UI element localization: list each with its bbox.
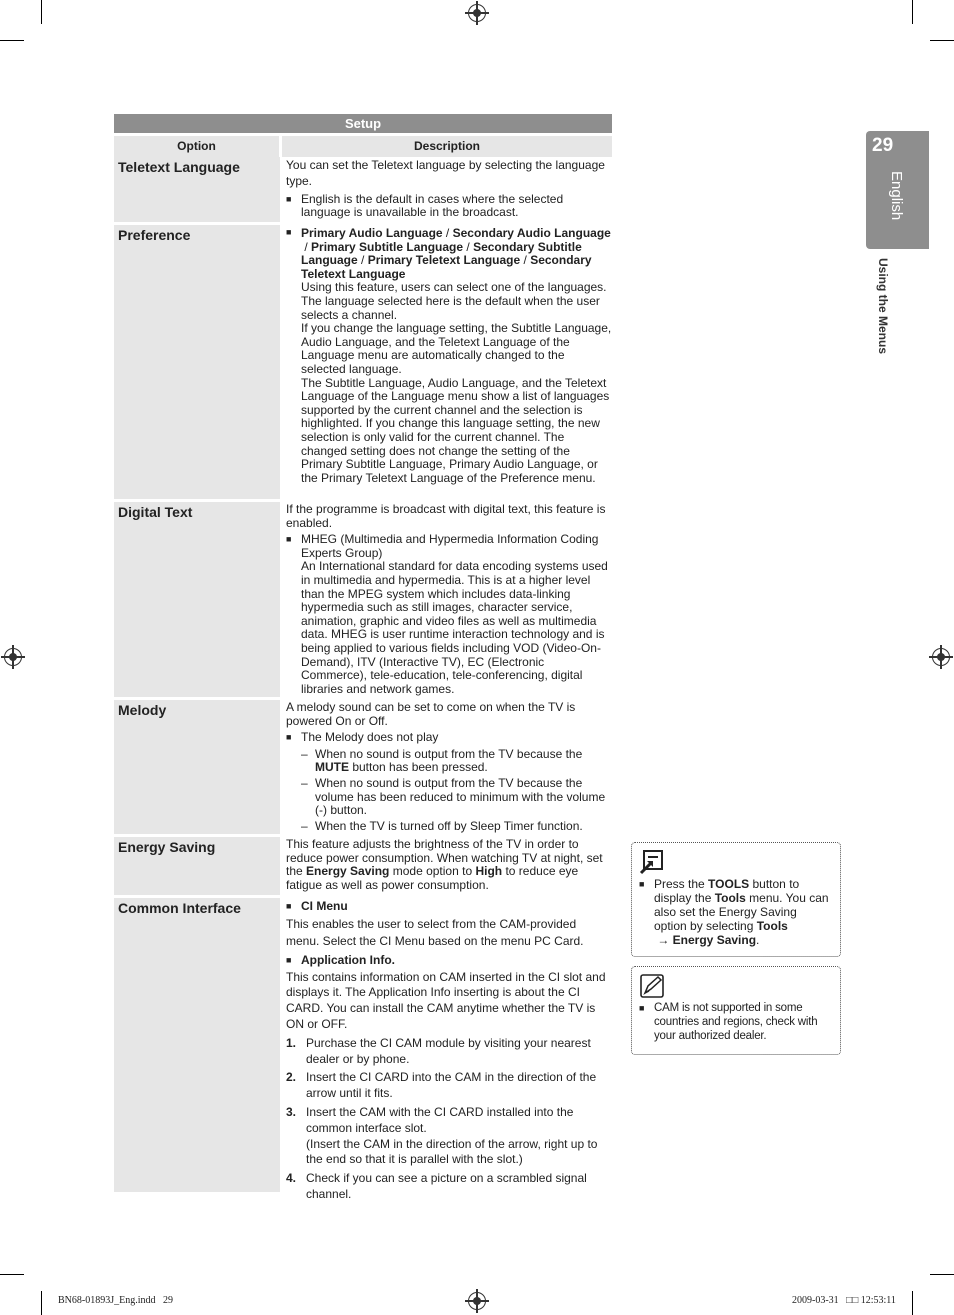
text-span: button has been pressed.	[349, 760, 488, 775]
step-text: Check if you can see a picture on a scrambled signal channel.	[306, 1171, 587, 1201]
dash-item: – When no sound is output from the TV because the volume has been reduced to minimum with the volume (-) button.	[286, 777, 612, 818]
crop-mark	[930, 40, 954, 41]
column-header-option: Option	[114, 136, 279, 157]
paragraph: This enables the user to select from the CAM-provided menu. Select the CI Menu based on the menu PC Card.	[286, 916, 584, 948]
option-label: Common Interface	[114, 898, 280, 1192]
language-option: Secondary Teletext Language	[301, 253, 592, 281]
bullet-item	[286, 533, 612, 696]
bullet-title: ■ MHEG (Multimedia and Hypermedia Information Coding Experts Group)	[301, 532, 599, 560]
option-description	[283, 502, 612, 697]
bullet-item	[286, 226, 612, 485]
paragraph: The Subtitle Language, Audio Language, and the Teletext Language of the Language menu show a list of languages supported by the current channel and the selection is highlighted. If you change this language setting, the new selection is only valid for the current channel. The changed setting does not change the setting of the Primary Subtitle Language, Primary Audio Language, or the Primary Teletext Language of the Preference menu.	[301, 375, 610, 485]
language-option: Primary Subtitle Language	[311, 239, 464, 254]
option-label: Preference	[114, 225, 280, 499]
setup-table	[114, 114, 612, 1201]
bold-term: Energy Saving	[672, 933, 757, 947]
column-header-description: Description	[282, 136, 612, 157]
bullet-item	[286, 953, 612, 969]
registration-mark-icon	[468, 1292, 486, 1310]
tools-note	[631, 842, 841, 957]
step-item	[286, 1171, 612, 1203]
paragraph	[286, 838, 612, 892]
bullet-item: ■ English is the default in cases where the selected language is unavailable in the broadcast.	[286, 193, 612, 220]
language-option: Primary Audio Language	[301, 226, 443, 240]
bold-term: Energy Saving	[306, 864, 390, 879]
step-number: 4.	[286, 1171, 297, 1186]
step-text: Insert the CAM with the CI CARD installed into the common interface slot.	[306, 1104, 574, 1135]
arrow-symbol: →	[654, 933, 673, 947]
separator: /	[357, 253, 368, 268]
bold-term: Tools	[756, 919, 788, 933]
option-label: Teletext Language	[114, 157, 280, 222]
crop-mark	[0, 40, 24, 41]
option-description	[283, 700, 612, 834]
table-row	[114, 502, 612, 697]
table-row	[114, 898, 612, 1201]
bullet-title: CI Menu	[301, 899, 348, 913]
bullet-title: Application Info.	[301, 952, 395, 967]
crop-mark	[41, 1291, 42, 1315]
bullet-item: ■ The Melody does not play	[286, 731, 612, 745]
text-span: .	[756, 933, 760, 947]
registration-mark-icon	[4, 648, 22, 666]
language-option: Primary Teletext Language	[367, 253, 521, 268]
bold-term: High	[475, 864, 503, 879]
table-header	[114, 136, 612, 157]
footer-date: 2009-03-31 □□ 12:53:11	[792, 1295, 896, 1306]
note-text: ■ CAM is not supported in some countries and regions, check with your authorized dealer.	[639, 1001, 830, 1043]
step-text: Purchase the CI CAM module by visiting your nearest dealer or by phone.	[306, 1035, 591, 1066]
table-row	[114, 157, 612, 222]
paragraph: If the programme is broadcast with digital text, this feature is enabled.	[286, 502, 606, 530]
footer-file: BN68-01893J_Eng.indd 29	[58, 1295, 173, 1306]
step-note: (Insert the CAM in the direction of the arrow, right up to the end so that it is parallel with the slot.)	[306, 1136, 598, 1167]
step-number: 2.	[286, 1070, 297, 1085]
language-label: English	[888, 171, 905, 221]
paragraph: This contains information on CAM inserted in the CI slot and displays it. The Application Info inserting is about the CI CARD. You can install the CAM anytime whether the TV is ON or OFF.	[286, 969, 606, 1031]
table-title: Setup	[114, 114, 612, 133]
step-number: 1.	[286, 1035, 297, 1050]
option-label: Energy Saving	[114, 837, 280, 895]
table-row	[114, 225, 612, 499]
crop-mark	[0, 1274, 24, 1275]
table-row	[114, 700, 612, 834]
option-description	[283, 157, 612, 222]
text-span: mode option to	[389, 864, 476, 879]
text-span: to reduce eye fatigue as well as power consumption.	[286, 864, 579, 892]
section-label: Using the Menus	[876, 258, 890, 355]
tools-icon	[639, 849, 665, 878]
paragraph: If you change the language setting, the Subtitle Language, Audio Language, and the Teletext Language of the Language menu are automatically changed to the selected language.	[301, 321, 612, 376]
separator: /	[442, 226, 453, 240]
paragraph: A melody sound can be set to come on when the TV is powered On or Off.	[286, 700, 576, 728]
table-row	[114, 837, 612, 895]
language-option: Secondary Subtitle Language	[301, 239, 582, 268]
dash-item: – When the TV is turned off by Sleep Timer function.	[286, 820, 612, 834]
bold-term: TOOLS	[708, 877, 750, 891]
note-icon	[639, 973, 665, 1002]
step-item	[286, 1036, 612, 1068]
option-label: Melody	[114, 700, 280, 834]
option-description	[283, 898, 612, 1201]
paragraph: Using this feature, users can select one of the languages. The language selected here is the default when the user selects a channel.	[301, 280, 607, 322]
separator: /	[463, 239, 474, 254]
text-span: button to display the	[654, 877, 800, 905]
crop-mark	[912, 1291, 913, 1315]
bullet-item	[286, 899, 612, 915]
separator: /	[301, 239, 312, 254]
registration-mark-icon	[932, 648, 950, 666]
registration-mark-icon	[468, 4, 486, 22]
language-option: Secondary Audio Language	[452, 226, 611, 240]
note-text	[639, 877, 830, 947]
step-item	[286, 1105, 612, 1168]
paragraph: You can set the Teletext language by selecting the language type.	[286, 158, 605, 188]
text-span: When no sound is output from the TV because the	[315, 746, 583, 761]
bold-term: Tools	[714, 891, 746, 905]
text-span: This feature adjusts the brightness of the TV in order to reduce power consumption. When watching TV at night, set the	[286, 837, 603, 879]
crop-mark	[41, 0, 42, 24]
separator: /	[520, 253, 531, 268]
step-number: 3.	[286, 1104, 297, 1119]
page-number: 29	[872, 135, 894, 156]
text-span: Press the	[654, 877, 709, 891]
option-description	[283, 837, 612, 895]
crop-mark	[912, 0, 913, 24]
cam-note	[631, 966, 841, 1055]
dash-item	[286, 748, 612, 775]
option-label: Digital Text	[114, 502, 280, 697]
step-text: Insert the CI CARD into the CAM in the direction of the arrow until it fits.	[306, 1070, 597, 1101]
mute-label: MUTE	[315, 760, 349, 775]
text-span: menu. You can also set the Energy Saving option by selecting	[654, 891, 829, 933]
paragraph: An International standard for data encoding systems used in multimedia and hypermedia. This is at a higher level than the MPEG system which includes data-linking hypermedia such as still images, character service, animation, graphic and video files as well as multimedia data. MHEG is user runtime interaction technology and is being applied to various fields including VOD (Video-On-Demand), ITV (Interactive TV), EC (Electronic Commerce), tele-education, tele-conferencing, digital libraries and network games.	[301, 559, 608, 696]
crop-mark	[930, 1274, 954, 1275]
step-item	[286, 1070, 612, 1102]
option-description	[283, 225, 612, 499]
page-tab	[866, 131, 929, 249]
